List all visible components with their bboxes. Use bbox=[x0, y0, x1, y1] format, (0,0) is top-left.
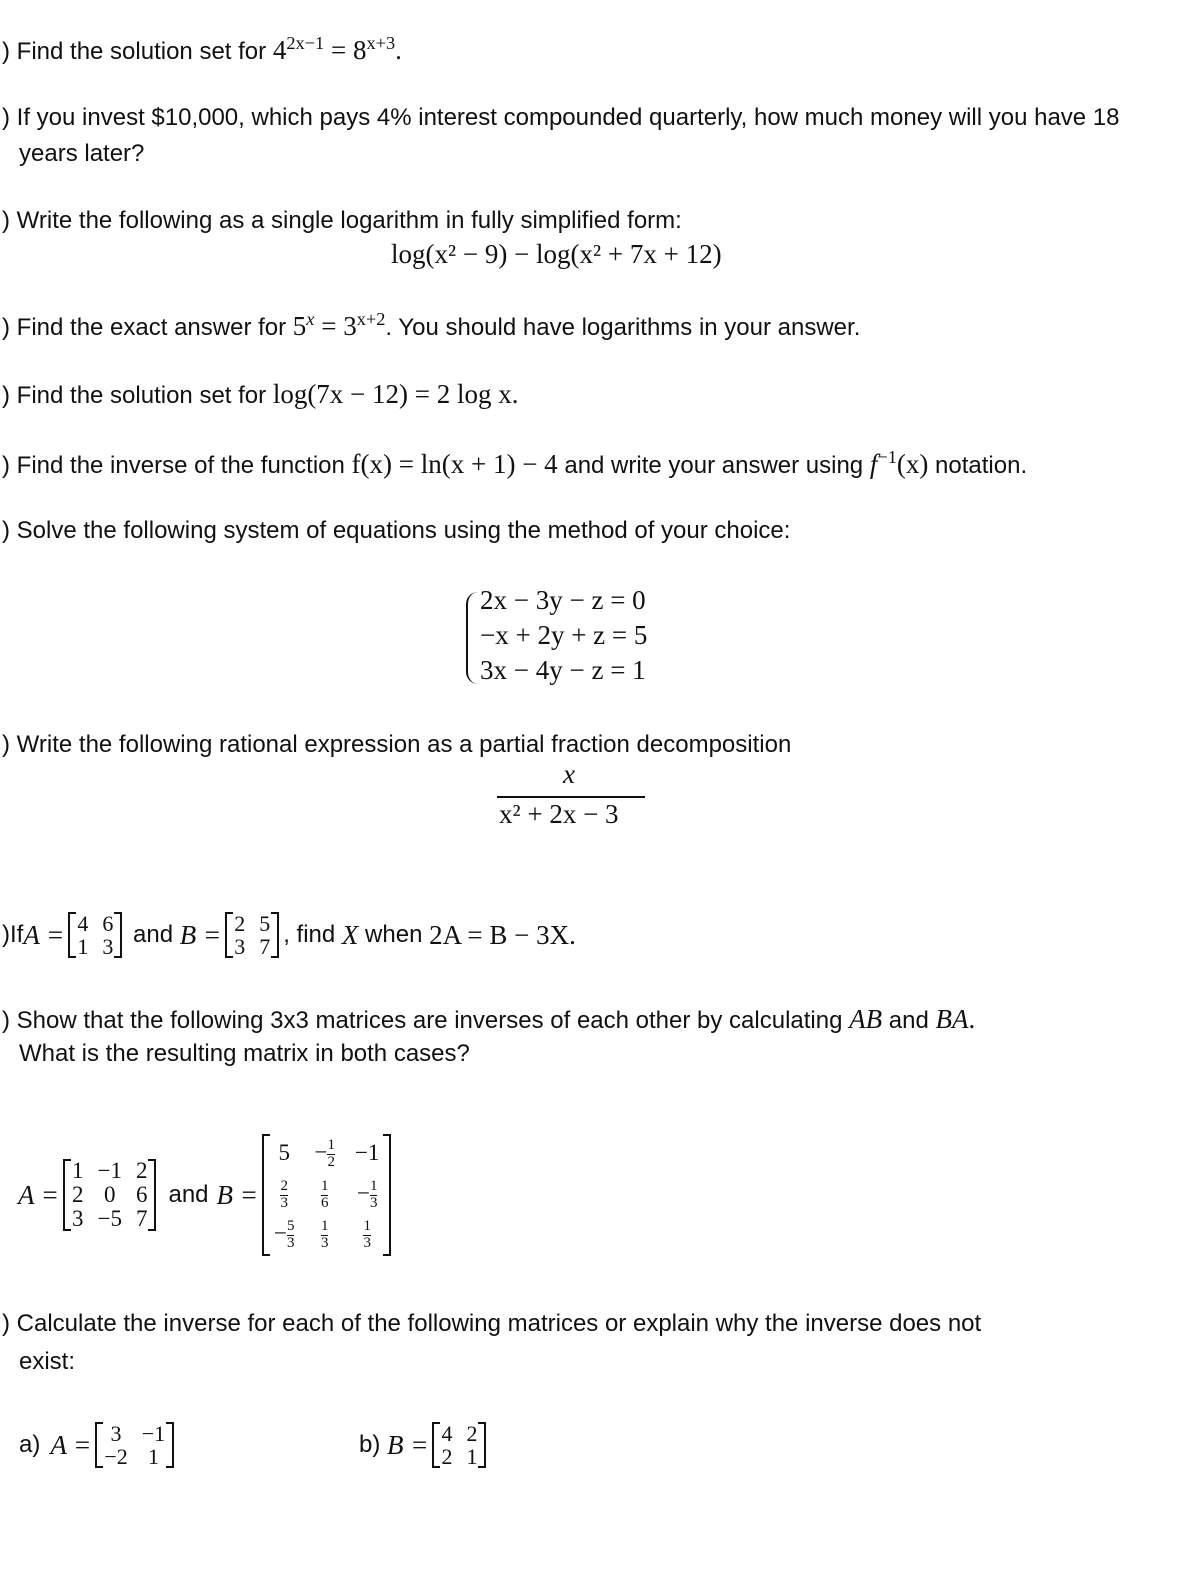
question-11 bbox=[2, 1310, 981, 1339]
matrix-b-label: B = bbox=[216, 1179, 258, 1210]
fraction-numerator: x bbox=[563, 759, 575, 789]
question-8 bbox=[2, 731, 791, 760]
q-number: ) bbox=[2, 38, 10, 65]
q-text: Find the exact answer for bbox=[10, 314, 293, 341]
q-number: ) bbox=[2, 1007, 10, 1034]
q-text: If you invest $10,000, which pays 4% interest compounded quarterly, how much money will you have 18 bbox=[10, 104, 1120, 131]
question-6: ) Find the inverse of the function f(x) = ln(x + 1) − 4 and write your answer using $f^{-1}(x)$ notation. bbox=[2, 446, 1028, 479]
q-text: Calculate the inverse for each of the following matrices or explain why the inverse does not bbox=[10, 1310, 982, 1337]
inverse-notation: $f^{-1}(x)$ bbox=[869, 446, 929, 479]
q-text: If bbox=[10, 920, 24, 948]
q-number: ) bbox=[2, 452, 10, 479]
log-expression: log(x² − 9) − log(x² + 7x + 12) bbox=[391, 239, 722, 269]
q-number: ) bbox=[2, 731, 10, 758]
q-text: Solve the following system of equations using the method of your choice: bbox=[10, 517, 791, 544]
question-2 bbox=[2, 104, 1120, 133]
part-b: b) B = 4 2 2 1 bbox=[359, 1422, 490, 1468]
matrix-a-2x2: 3 −1 −2 1 bbox=[95, 1422, 174, 1468]
system-eq-3: 3x − 4y − z = 1 bbox=[480, 655, 646, 685]
question-4: ) Find the exact answer for $5^x = 3^{x+2}$. You should have logarithms in your answer. bbox=[2, 308, 861, 341]
part-a: a) A = 3 −1 −2 1 bbox=[19, 1422, 178, 1468]
matrix-b: 2 5 3 7 bbox=[225, 912, 279, 958]
q-number: ) bbox=[2, 104, 10, 131]
q-number: ) bbox=[2, 517, 10, 544]
system-eq-1: 2x − 3y − z = 0 bbox=[480, 585, 646, 615]
system-eq-2: −x + 2y + z = 5 bbox=[480, 620, 648, 650]
q-text: Write the following rational expression as a partial fraction decomposition bbox=[10, 731, 792, 758]
matrix-a-label: A = bbox=[23, 919, 65, 950]
fraction-denominator: x² + 2x − 3 bbox=[499, 799, 619, 829]
question-1 bbox=[2, 34, 402, 67]
question-2-line2: years later? bbox=[19, 140, 145, 167]
matrix-a-3x3: 1 −1 2 2 0 6 3 −5 7 bbox=[63, 1159, 156, 1231]
matrix-b-label: B = bbox=[179, 919, 222, 950]
q10-matrices: A = 1 −1 2 2 0 6 3 −5 7 and B = 5 − $\frac{1}{2}$ −1 $\frac{2}{3}$ $\frac{1}{6}$ − $\frac{1}{3}$ − $\frac{5}{3}$ $\frac{1}{3}$ $\frac{1}{3}$ bbox=[18, 1120, 395, 1270]
q1-equation: $4^{2x-1} = 8^{x+3}$. bbox=[272, 32, 402, 65]
system-brace bbox=[466, 592, 478, 684]
q-text: Show that the following 3x3 matrices are inverses of each other by calculating bbox=[10, 1007, 850, 1034]
q9-equation: 2A = B − 3X bbox=[429, 919, 570, 950]
question-5: ) Find the solution set for log(7x − 12) = 2 log x. bbox=[2, 379, 519, 409]
q-text: Find the solution set for bbox=[10, 382, 273, 409]
matrix-b-2x2: 4 2 2 1 bbox=[432, 1422, 486, 1468]
q-number: ) bbox=[2, 920, 10, 948]
q5-equation: log(7x − 12) = 2 log x bbox=[272, 379, 512, 409]
q-number: ) bbox=[2, 314, 10, 341]
matrix-a: 4 6 1 3 bbox=[68, 912, 122, 958]
q-text: Find the inverse of the function bbox=[10, 452, 352, 479]
question-7 bbox=[2, 517, 790, 546]
q-text: Find the solution set for bbox=[10, 38, 273, 65]
question-10-line2: What is the resulting matrix in both cases? bbox=[19, 1040, 470, 1067]
matrix-b-3x3: 5 − $\frac{1}{2}$ −1 $\frac{2}{3}$ $\frac{1}{6}$ − $\frac{1}{3}$ − $\frac{5}{3}$ $\frac{1}{3}$ $\frac{1}{3}$ bbox=[262, 1134, 391, 1256]
q-number: ) bbox=[2, 382, 10, 409]
question-11-line2: exist: bbox=[19, 1348, 76, 1375]
matrix-a-label: A = bbox=[18, 1179, 59, 1210]
question-3 bbox=[2, 207, 682, 236]
q-text: Write the following as a single logarithm in fully simplified form: bbox=[10, 207, 682, 234]
question-9: ) If A = 4 6 1 3 and B = 2 5 3 7 , find X when 2A = B − 3X . bbox=[2, 911, 576, 960]
q4-equation: $5^x = 3^{x+2}$ bbox=[292, 308, 386, 341]
q-number: ) bbox=[2, 1310, 10, 1337]
q-number: ) bbox=[2, 207, 10, 234]
question-10: ) Show that the following 3x3 matrices are inverses of each other by calculating AB and BA. bbox=[2, 1004, 976, 1034]
q6-function: f(x) = ln(x + 1) − 4 bbox=[351, 449, 558, 479]
